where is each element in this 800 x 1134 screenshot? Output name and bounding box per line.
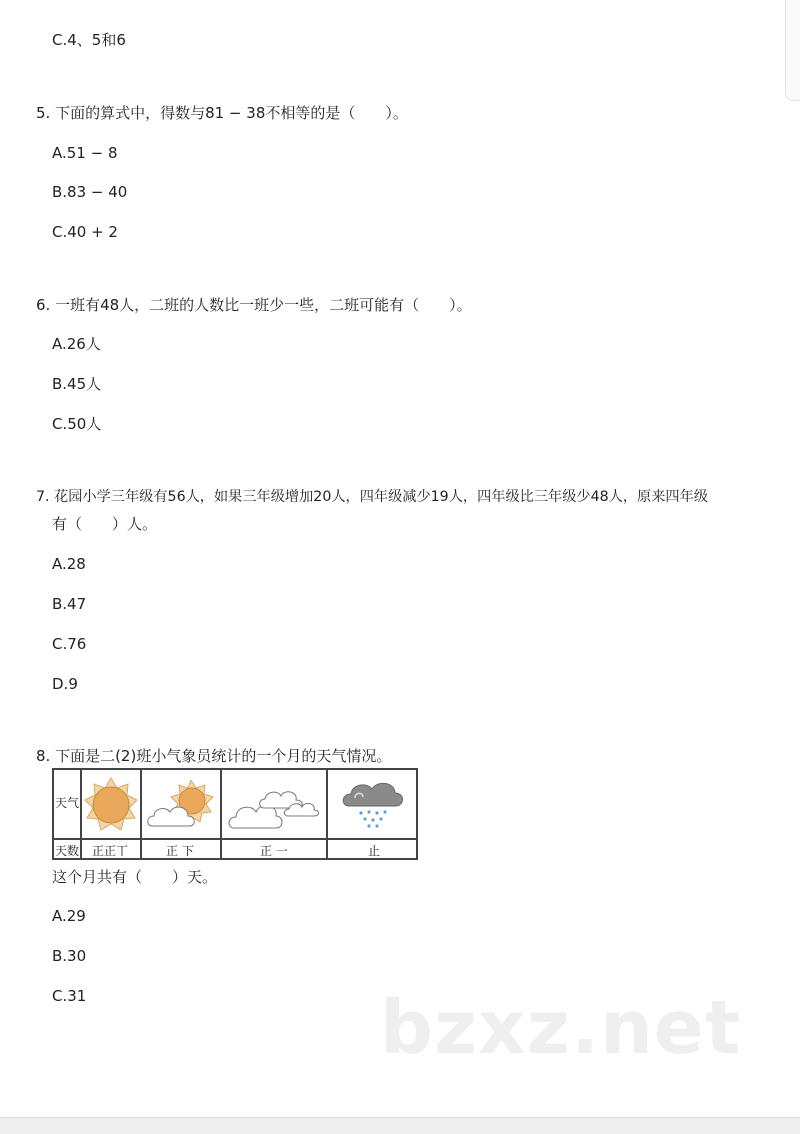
q7-stem-line2: 有（ ）人。	[52, 515, 158, 533]
q7-option-c[interactable]: C.76	[52, 635, 87, 653]
tally-partly-cloudy: 正 下	[166, 844, 194, 858]
q6-option-a[interactable]: A.26人	[52, 335, 101, 353]
q6-option-b[interactable]: B.45人	[52, 375, 102, 393]
q8-stem: 8. 下面是二(2)班小气象员统计的一个月的天气情况。	[36, 747, 392, 765]
days-row-header: 天数	[55, 844, 80, 858]
q7-option-d[interactable]: D.9	[52, 675, 78, 693]
tally-cloudy: 正 一	[260, 844, 288, 858]
q5-stem: 5. 下面的算式中，得数与81 − 38不相等的是（ ）。	[36, 104, 408, 122]
tally-rain: 止	[368, 844, 381, 858]
q8-option-b[interactable]: B.30	[52, 947, 87, 965]
q7-option-b[interactable]: B.47	[52, 595, 87, 613]
q8-question: 这个月共有（ ）天。	[52, 868, 218, 886]
table-row-divider	[54, 838, 416, 840]
q8-option-a[interactable]: A.29	[52, 907, 86, 925]
q7-option-a[interactable]: A.28	[52, 555, 86, 573]
bottom-bar	[0, 1117, 800, 1134]
q7-stem-line1: 7. 花园小学三年级有56人，如果三年级增加20人，四年级减少19人，四年级比三年级少48人，原来四年级	[36, 489, 708, 505]
table-col-divider	[326, 770, 328, 858]
q8-option-c[interactable]: C.31	[52, 987, 87, 1005]
tally-sunny: 正正丅	[92, 844, 129, 858]
partly-cloudy-icon	[146, 780, 218, 834]
scrollbar-edge[interactable]	[785, 0, 800, 101]
table-col-divider	[220, 770, 222, 858]
weather-row-header: 天气	[55, 796, 80, 810]
q4-option-c[interactable]: C.4、5和6	[52, 31, 126, 49]
table-col-divider	[80, 770, 82, 858]
sunny-icon	[83, 776, 139, 834]
watermark: bzxz.net	[380, 985, 742, 1071]
weather-table	[52, 768, 418, 860]
q6-stem: 6. 一班有48人，二班的人数比一班少一些，二班可能有（ ）。	[36, 296, 472, 314]
rain-icon	[339, 778, 409, 832]
q6-option-c[interactable]: C.50人	[52, 415, 102, 433]
q5-option-a[interactable]: A.51 − 8	[52, 144, 118, 162]
cloudy-icon	[226, 782, 322, 832]
q5-option-b[interactable]: B.83 − 40	[52, 183, 128, 201]
table-col-divider	[140, 770, 142, 858]
q5-option-c[interactable]: C.40 + 2	[52, 223, 118, 241]
